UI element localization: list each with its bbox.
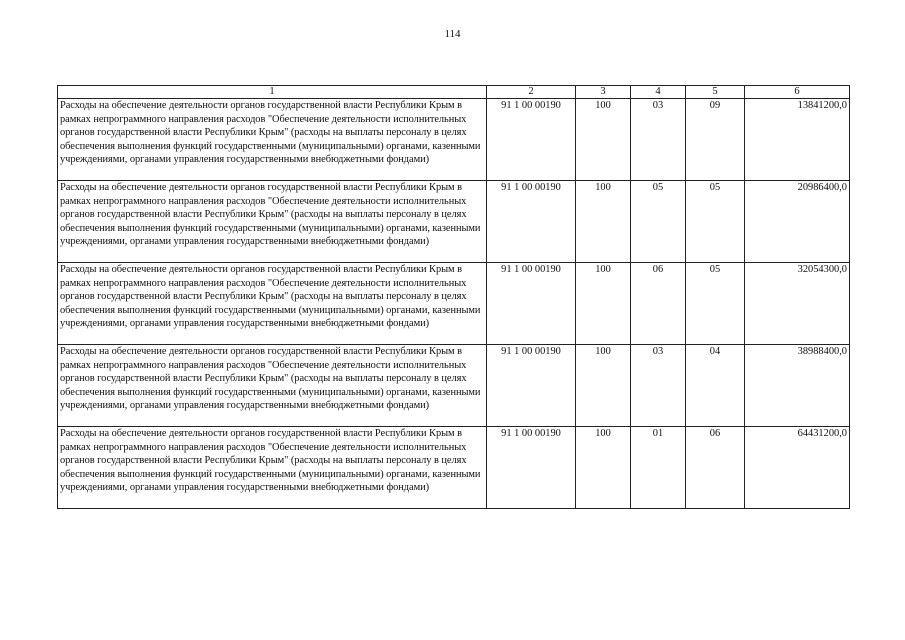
table-row <box>58 181 850 263</box>
row-target-article-code: 91 1 00 00190 <box>487 181 576 263</box>
row-section: 05 <box>631 181 686 263</box>
row-expense-type: 100 <box>576 427 631 509</box>
row-subsection: 04 <box>686 345 745 427</box>
row-expense-type: 100 <box>576 181 631 263</box>
table-row <box>58 263 850 345</box>
row-subsection: 05 <box>686 181 745 263</box>
page-number: 114 <box>444 28 461 40</box>
row-subsection: 05 <box>686 263 745 345</box>
row-amount: 38988400,0 <box>745 345 850 427</box>
budget-table <box>57 85 850 509</box>
column-header-2: 2 <box>487 86 576 99</box>
row-section: 03 <box>631 345 686 427</box>
row-amount: 64431200,0 <box>745 427 850 509</box>
row-target-article-code: 91 1 00 00190 <box>487 427 576 509</box>
row-section: 03 <box>631 99 686 181</box>
row-amount: 13841200,0 <box>745 99 850 181</box>
column-header-4: 4 <box>631 86 686 99</box>
table-row <box>58 345 850 427</box>
row-description: Расходы на обеспечение деятельности органов государственной власти Республики Крым в рамках непрограммного направления расходов "Обеспечение деятельности исполнительных органов государственной власти Республики Крым" (расходы на выплаты персоналу в целях обеспечения выполнения функций государственными (муниципальными) органами, казенными учреждениями, органами управления государственными внебюджетными фондами) <box>58 345 487 427</box>
column-header-5: 5 <box>686 86 745 99</box>
column-header-3: 3 <box>576 86 631 99</box>
table-row <box>58 427 850 509</box>
row-target-article-code: 91 1 00 00190 <box>487 263 576 345</box>
row-expense-type: 100 <box>576 99 631 181</box>
row-description: Расходы на обеспечение деятельности органов государственной власти Республики Крым в рамках непрограммного направления расходов "Обеспечение деятельности исполнительных органов государственной власти Республики Крым" (расходы на выплаты персоналу в целях обеспечения выполнения функций государственными (муниципальными) органами, казенными учреждениями, органами управления государственными внебюджетными фондами) <box>58 427 487 509</box>
row-section: 06 <box>631 263 686 345</box>
row-description: Расходы на обеспечение деятельности органов государственной власти Республики Крым в рамках непрограммного направления расходов "Обеспечение деятельности исполнительных органов государственной власти Республики Крым" (расходы на выплаты персоналу в целях обеспечения выполнения функций государственными (муниципальными) органами, казенными учреждениями, органами управления государственными внебюджетными фондами) <box>58 263 487 345</box>
row-target-article-code: 91 1 00 00190 <box>487 99 576 181</box>
row-expense-type: 100 <box>576 345 631 427</box>
row-description: Расходы на обеспечение деятельности органов государственной власти Республики Крым в рамках непрограммного направления расходов "Обеспечение деятельности исполнительных органов государственной власти Республики Крым" (расходы на выплаты персоналу в целях обеспечения выполнения функций государственными (муниципальными) органами, казенными учреждениями, органами управления государственными внебюджетными фондами) <box>58 99 487 181</box>
row-expense-type: 100 <box>576 263 631 345</box>
row-section: 01 <box>631 427 686 509</box>
column-header-6: 6 <box>745 86 850 99</box>
row-subsection: 09 <box>686 99 745 181</box>
row-subsection: 06 <box>686 427 745 509</box>
table-row <box>58 99 850 181</box>
row-amount: 32054300,0 <box>745 263 850 345</box>
row-amount: 20986400,0 <box>745 181 850 263</box>
header-row <box>58 86 850 99</box>
column-header-1: 1 <box>58 86 487 99</box>
row-target-article-code: 91 1 00 00190 <box>487 345 576 427</box>
row-description: Расходы на обеспечение деятельности органов государственной власти Республики Крым в рамках непрограммного направления расходов "Обеспечение деятельности исполнительных органов государственной власти Республики Крым" (расходы на выплаты персоналу в целях обеспечения выполнения функций государственными (муниципальными) органами, казенными учреждениями, органами управления государственными внебюджетными фондами) <box>58 181 487 263</box>
